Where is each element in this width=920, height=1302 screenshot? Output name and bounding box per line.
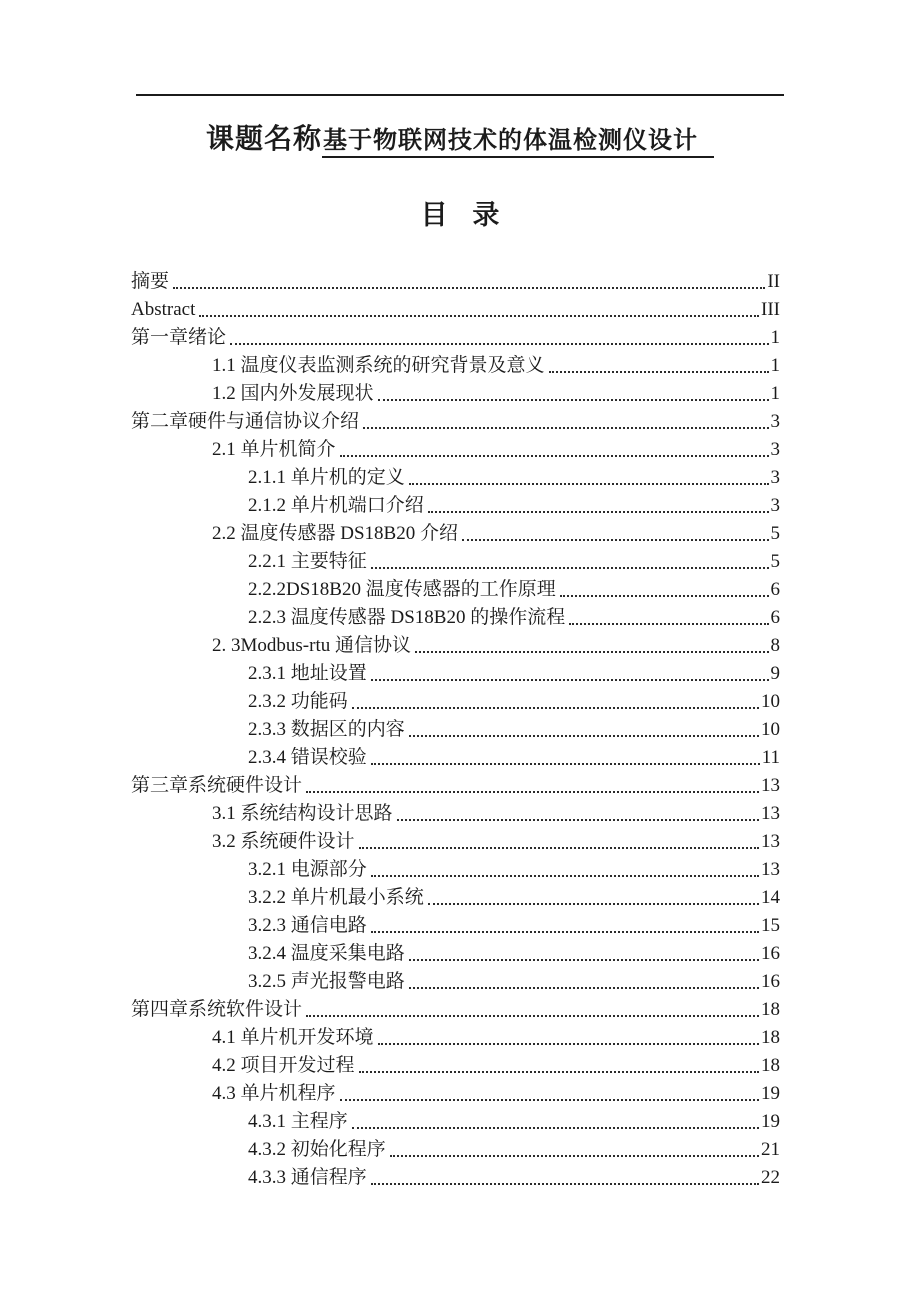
toc-entry-label: 第四章系统软件设计	[131, 999, 303, 1020]
toc-entry[interactable]	[131, 604, 780, 632]
toc-entry-label: 4.1 单片机开发环境	[212, 1027, 374, 1048]
toc-entry-label: 第二章硬件与通信协议介绍	[131, 411, 360, 432]
toc-entry[interactable]	[131, 1136, 780, 1164]
toc-dot-leader	[173, 287, 765, 289]
toc-dot-leader	[428, 511, 769, 513]
header-rule	[136, 94, 784, 96]
toc-entry[interactable]	[131, 1052, 780, 1080]
toc-entry-label: 2.3.2 功能码	[248, 691, 348, 712]
toc-page-number: 18	[761, 1055, 780, 1076]
toc-entry[interactable]	[131, 324, 780, 352]
toc-page-number: 21	[761, 1139, 780, 1160]
toc-entry-label: 3.2.3 通信电路	[248, 915, 367, 936]
toc-page-number: III	[761, 299, 780, 320]
toc-entry[interactable]	[131, 884, 780, 912]
toc-dot-leader	[390, 1155, 759, 1157]
toc-dot-leader	[199, 315, 759, 317]
toc-dot-leader	[378, 1043, 759, 1045]
toc-dot-leader	[359, 847, 759, 849]
toc-entry[interactable]	[131, 912, 780, 940]
toc-page-number: 6	[770, 579, 780, 600]
toc-entry-label: 3.2.2 单片机最小系统	[248, 887, 424, 908]
toc-dot-leader	[569, 623, 768, 625]
toc-entry[interactable]	[131, 1108, 780, 1136]
toc-entry-label: 3.2.4 温度采集电路	[248, 943, 405, 964]
toc-page-number: 1	[770, 355, 780, 376]
toc-page-number: II	[767, 271, 780, 292]
toc-entry[interactable]	[131, 268, 780, 296]
toc-page-number: 13	[761, 803, 780, 824]
toc-entry[interactable]	[131, 688, 780, 716]
toc-entry[interactable]	[131, 548, 780, 576]
toc-dot-leader	[378, 399, 769, 401]
toc-dot-leader	[371, 567, 769, 569]
toc-dot-leader	[415, 651, 769, 653]
toc-entry-label: 1.1 温度仪表监测系统的研究背景及意义	[212, 355, 545, 376]
toc-entry[interactable]	[131, 632, 780, 660]
toc-entry-label: Abstract	[131, 299, 196, 320]
toc-page-number: 16	[761, 971, 780, 992]
title-topic-underlined: 基于物联网技术的体温检测仪设计	[322, 128, 714, 158]
toc-entry-label: 2.1.2 单片机端口介绍	[248, 495, 424, 516]
toc-dot-leader	[306, 791, 759, 793]
toc-dot-leader	[306, 1015, 759, 1017]
toc-entry[interactable]	[131, 436, 780, 464]
toc-page-number: 3	[770, 467, 780, 488]
toc-page-number: 19	[761, 1111, 780, 1132]
toc-entry-label: 3.2 系统硬件设计	[212, 831, 355, 852]
toc-entry-label: 3.2.5 声光报警电路	[248, 971, 405, 992]
toc-page-number: 9	[770, 663, 780, 684]
toc-dot-leader	[409, 987, 759, 989]
toc-page-number: 8	[770, 635, 780, 656]
toc-entry[interactable]	[131, 1164, 780, 1192]
toc-page-number: 1	[770, 383, 780, 404]
toc-entry[interactable]	[131, 380, 780, 408]
toc-page-number: 18	[761, 1027, 780, 1048]
toc-entry-label: 4.3 单片机程序	[212, 1083, 336, 1104]
toc-entry-label: 2.3.4 错误校验	[248, 747, 367, 768]
toc-dot-leader	[352, 1127, 759, 1129]
toc-entry[interactable]	[131, 464, 780, 492]
toc-page-number: 22	[761, 1167, 780, 1188]
toc-page-number: 3	[770, 439, 780, 460]
toc-entry-label: 4.2 项目开发过程	[212, 1055, 355, 1076]
toc-entry[interactable]	[131, 1080, 780, 1108]
toc-page-number: 10	[761, 719, 780, 740]
toc-page-number: 19	[761, 1083, 780, 1104]
toc-entry[interactable]	[131, 660, 780, 688]
toc-entry-label: 2.2.1 主要特征	[248, 551, 367, 572]
toc-page-number: 18	[761, 999, 780, 1020]
toc-dot-leader	[560, 595, 769, 597]
toc-dot-leader	[359, 1071, 759, 1073]
toc-dot-leader	[462, 539, 769, 541]
toc-entry[interactable]	[131, 800, 780, 828]
toc-entry-label: 第一章绪论	[131, 327, 227, 348]
toc-page-number: 1	[770, 327, 780, 348]
toc-entry-label: 2.3.1 地址设置	[248, 663, 367, 684]
toc-dot-leader	[397, 819, 759, 821]
toc-entry[interactable]	[131, 968, 780, 996]
toc-entry-label: 4.3.1 主程序	[248, 1111, 348, 1132]
toc-heading: 目 录	[420, 200, 500, 230]
toc-entry-label: 3.1 系统结构设计思路	[212, 803, 393, 824]
toc-entry-label: 4.3.2 初始化程序	[248, 1139, 386, 1160]
toc-dot-leader	[409, 483, 769, 485]
toc-entry-label: 2.3.3 数据区的内容	[248, 719, 405, 740]
document-title	[0, 117, 920, 157]
toc-page-number: 13	[761, 831, 780, 852]
toc-dot-leader	[371, 875, 759, 877]
toc-dot-leader	[428, 903, 759, 905]
toc-entry[interactable]	[131, 576, 780, 604]
toc-dot-leader	[230, 343, 768, 345]
toc-entry[interactable]	[131, 520, 780, 548]
toc-page-number: 5	[770, 551, 780, 572]
toc-page-number: 5	[770, 523, 780, 544]
toc-dot-leader	[340, 1099, 759, 1101]
toc-dot-leader	[409, 959, 759, 961]
toc-entry[interactable]	[131, 996, 780, 1024]
toc-entry[interactable]	[131, 744, 780, 772]
toc-entry-label: 2.2 温度传感器 DS18B20 介绍	[212, 523, 458, 544]
toc-page-number: 11	[761, 747, 780, 768]
toc-entry-label: 3.2.1 电源部分	[248, 859, 367, 880]
toc-entry-label: 摘要	[131, 271, 170, 292]
toc-dot-leader	[352, 707, 759, 709]
toc-page-number: 10	[761, 691, 780, 712]
toc-entry-label: 1.2 国内外发展现状	[212, 383, 374, 404]
toc-entry[interactable]	[131, 492, 780, 520]
toc-page-number: 13	[761, 859, 780, 880]
toc-entry-label: 4.3.3 通信程序	[248, 1167, 367, 1188]
toc-page-number: 13	[761, 775, 780, 796]
toc-entry-label: 第三章系统硬件设计	[131, 775, 303, 796]
toc-page-number: 3	[770, 411, 780, 432]
toc-dot-leader	[363, 427, 768, 429]
toc-page-number: 16	[761, 943, 780, 964]
toc-entry-label: 2.2.2DS18B20 温度传感器的工作原理	[248, 579, 556, 600]
toc-page-number: 6	[770, 607, 780, 628]
toc-dot-leader	[549, 371, 769, 373]
toc-page-number: 14	[761, 887, 780, 908]
toc-entry[interactable]	[131, 828, 780, 856]
toc-list	[131, 268, 780, 1192]
toc-entry[interactable]	[131, 940, 780, 968]
toc-entry[interactable]	[131, 296, 780, 324]
toc-dot-leader	[340, 455, 769, 457]
toc-entry-label: 2.2.3 温度传感器 DS18B20 的操作流程	[248, 607, 566, 628]
toc-entry-label: 2. 3Modbus-rtu 通信协议	[212, 635, 411, 656]
toc-dot-leader	[371, 1183, 759, 1185]
toc-dot-leader	[371, 679, 769, 681]
title-prefix-label: 课题名称	[205, 124, 322, 155]
toc-page-number: 3	[770, 495, 780, 516]
toc-dot-leader	[371, 931, 759, 933]
toc-page-number: 15	[761, 915, 780, 936]
toc-entry-label: 2.1.1 单片机的定义	[248, 467, 405, 488]
toc-entry[interactable]	[131, 772, 780, 800]
toc-entry[interactable]	[131, 408, 780, 436]
toc-entry[interactable]	[131, 716, 780, 744]
toc-dot-leader	[371, 763, 760, 765]
toc-entry[interactable]	[131, 1024, 780, 1052]
toc-entry[interactable]	[131, 352, 780, 380]
toc-dot-leader	[409, 735, 759, 737]
toc-entry[interactable]	[131, 856, 780, 884]
toc-entry-label: 2.1 单片机简介	[212, 439, 336, 460]
